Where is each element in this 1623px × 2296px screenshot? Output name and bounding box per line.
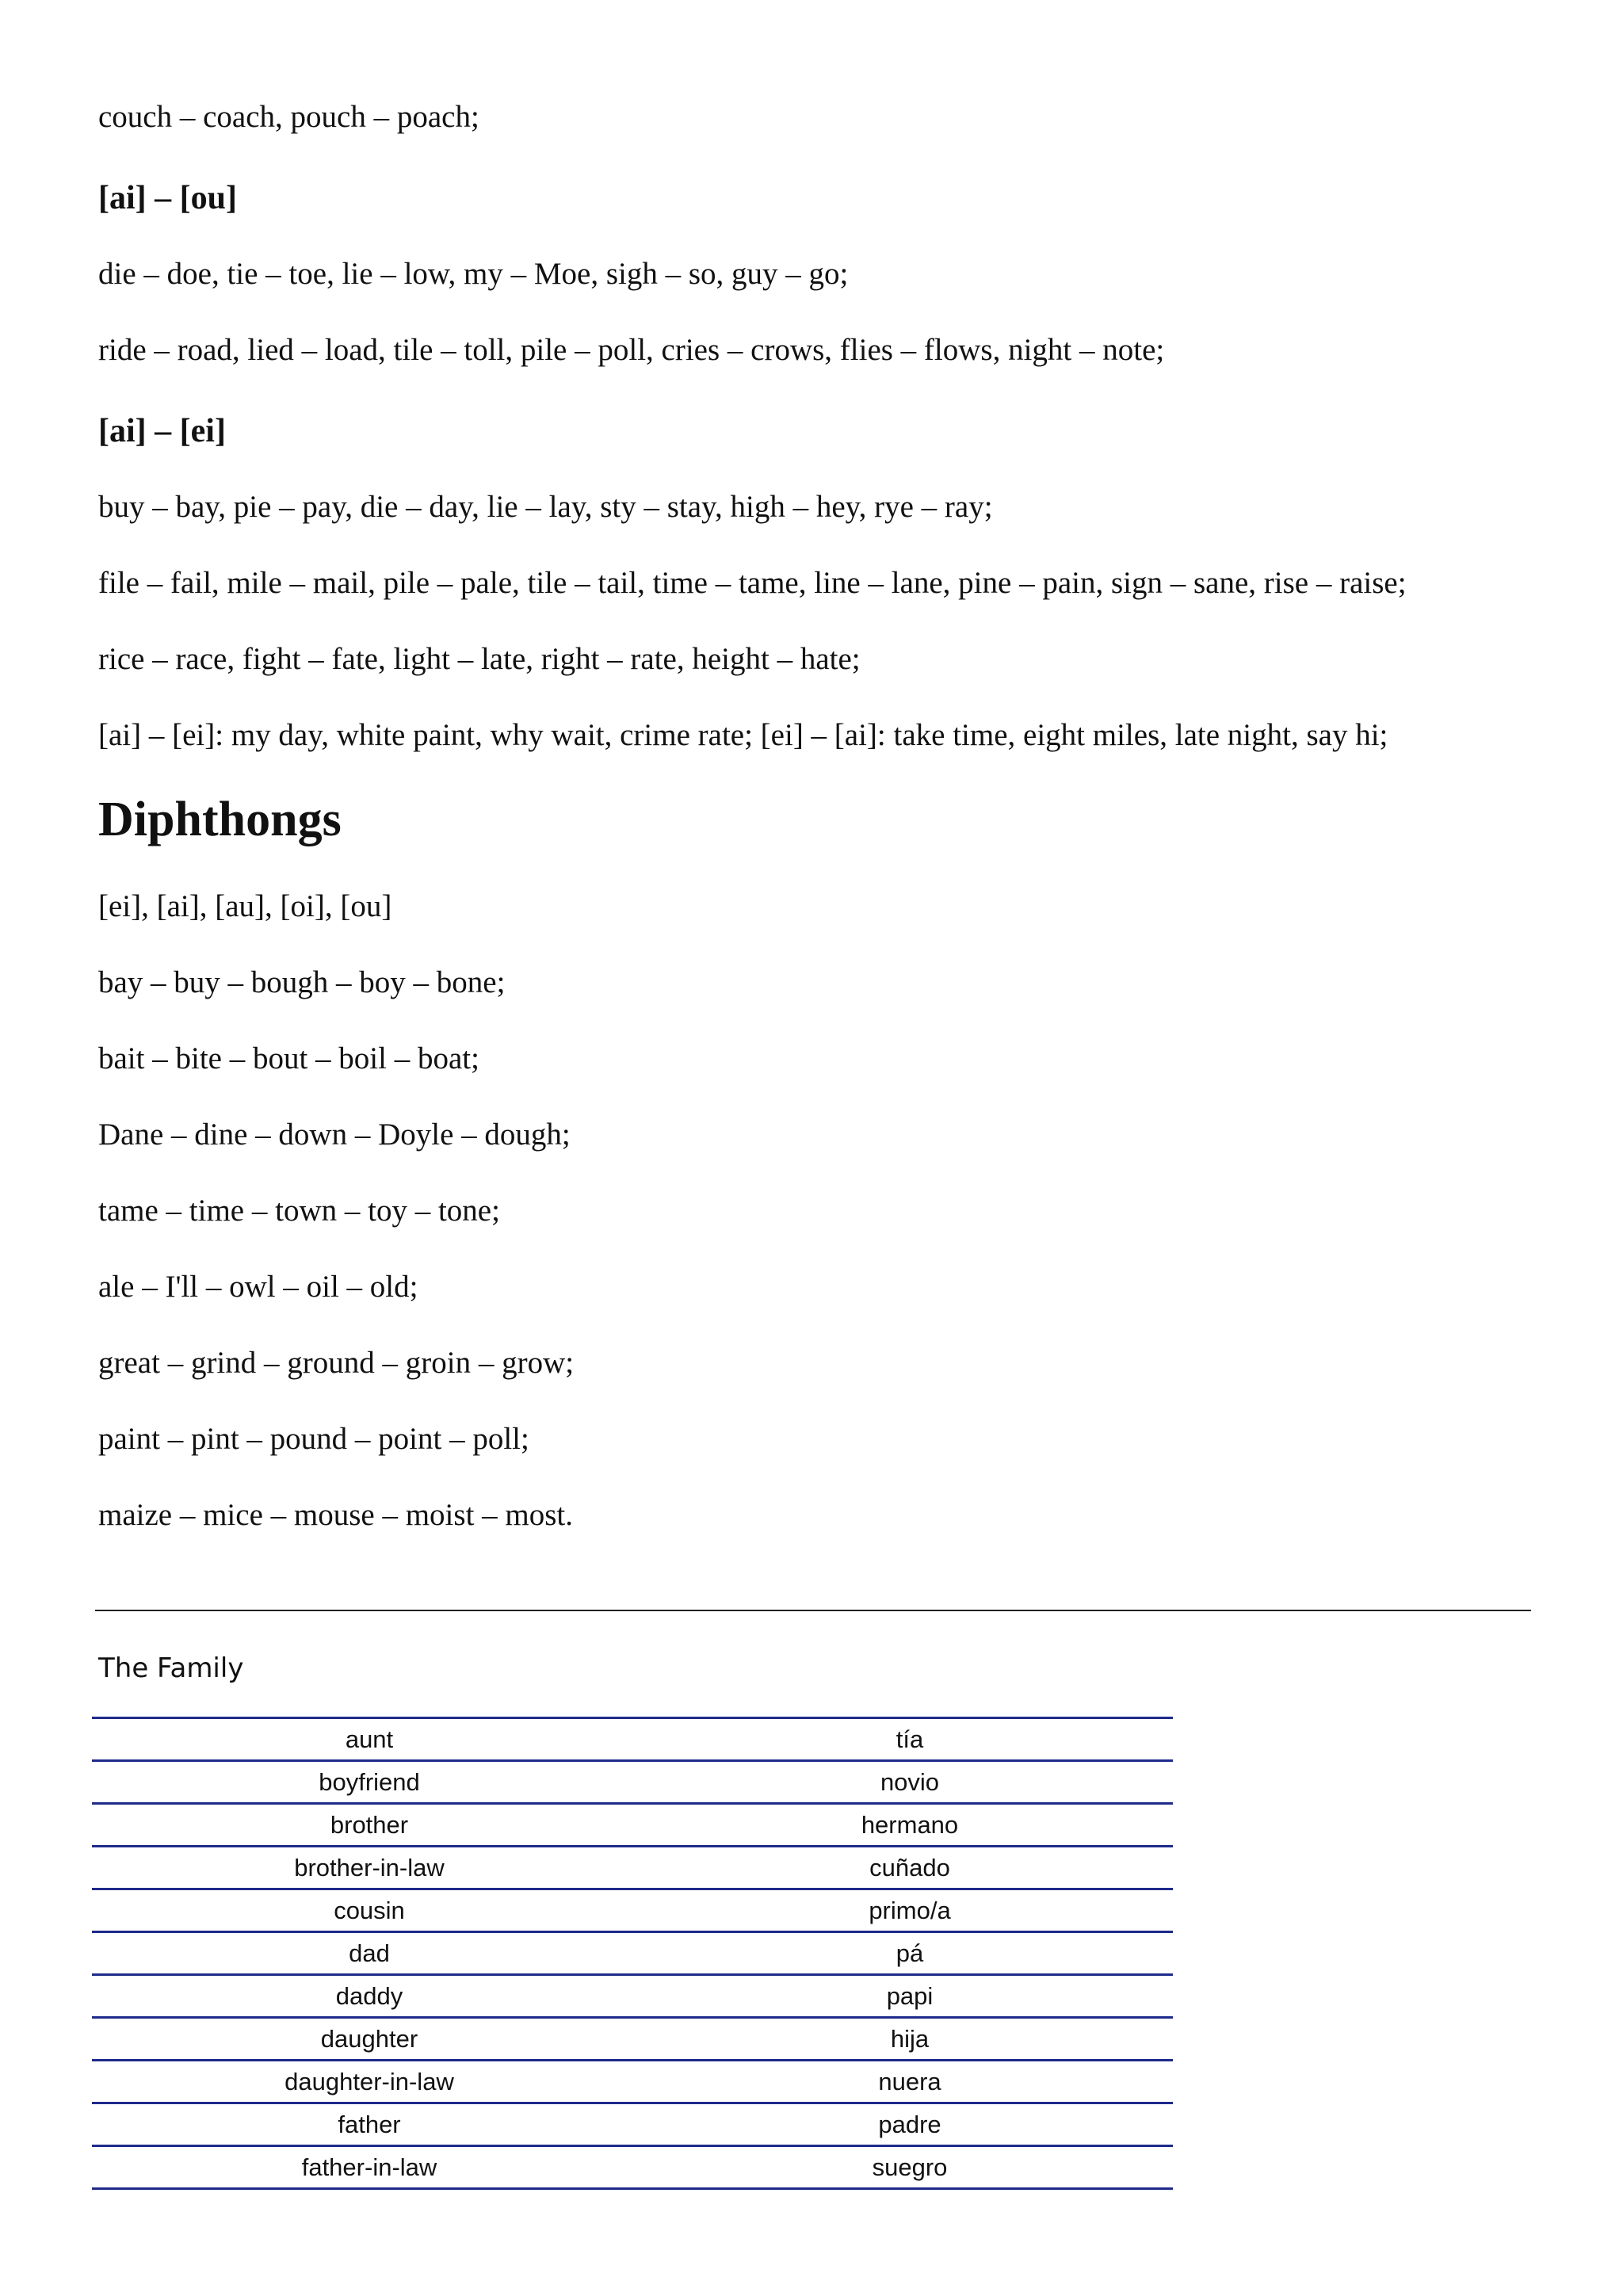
english-word: father-in-law <box>301 2153 437 2181</box>
spanish-word: hija <box>890 2024 930 2053</box>
diphthongs-heading: Diphthongs <box>98 793 342 846</box>
english-word: daughter <box>320 2024 418 2053</box>
diphthong-row: paint – pint – pound – point – poll; <box>98 1422 529 1456</box>
spanish-word: primo/a <box>869 1896 951 1924</box>
table-row <box>92 1933 1173 1976</box>
practice-line-file: file – fail, mile – mail, pile – pale, tile – tail, time – tame, line – lane, pine – pain, sign – sane, rise – raise; <box>98 566 1407 600</box>
spanish-word: padre <box>878 2110 941 2138</box>
english-word: father <box>338 2110 401 2138</box>
diphthong-row: ale – I'll – owl – oil – old; <box>98 1270 418 1304</box>
table-row <box>92 1719 1173 1762</box>
table-row <box>92 1890 1173 1933</box>
spanish-word: pá <box>896 1939 924 1967</box>
diphthong-row: Dane – dine – down – Doyle – dough; <box>98 1117 571 1152</box>
section-heading-ai-ei: [ai] – [ei] <box>98 413 226 449</box>
spanish-word: suegro <box>872 2153 948 2181</box>
spanish-word: novio <box>880 1767 940 1796</box>
practice-line-buy: buy – bay, pie – pay, die – day, lie – lay, sty – stay, high – hey, rye – ray; <box>98 490 993 524</box>
diphthong-row: bay – buy – bough – boy – bone; <box>98 965 506 999</box>
practice-line-ride: ride – road, lied – load, tile – toll, pile – poll, cries – crows, flies – flows, night – note; <box>98 333 1165 367</box>
diphthong-symbols: [ei], [ai], [au], [oi], [ou] <box>98 889 392 923</box>
table-row <box>92 1976 1173 2019</box>
table-row <box>92 1762 1173 1805</box>
section-heading-ai-ou: [ai] – [ou] <box>98 180 237 216</box>
diphthong-row: tame – time – town – toy – tone; <box>98 1194 500 1228</box>
diphthong-row: bait – bite – bout – boil – boat; <box>98 1041 479 1075</box>
english-word: cousin <box>334 1896 405 1924</box>
practice-line-ai-ei-phrases: [ai] – [ei]: my day, white paint, why wait, crime rate; [ei] – [ai]: take time, eight miles, late night, say hi; <box>98 718 1388 752</box>
english-word: aunt <box>345 1725 394 1753</box>
diphthong-row: maize – mice – mouse – moist – most. <box>98 1498 573 1532</box>
spanish-word: tía <box>896 1725 924 1753</box>
table-row <box>92 2147 1173 2190</box>
spanish-word: nuera <box>878 2067 941 2095</box>
english-word: dad <box>349 1939 390 1967</box>
english-word: brother <box>330 1810 409 1839</box>
practice-line-rice: rice – race, fight – fate, light – late, right – rate, height – hate; <box>98 642 861 676</box>
table-row <box>92 2061 1173 2104</box>
spanish-word: hermano <box>861 1810 959 1839</box>
table-row <box>92 1805 1173 1847</box>
english-word: daddy <box>335 1981 403 2010</box>
english-word: brother-in-law <box>294 1853 445 1881</box>
practice-line-couch: couch – coach, pouch – poach; <box>98 100 479 134</box>
english-word: daughter-in-law <box>285 2067 454 2095</box>
table-row <box>92 2019 1173 2061</box>
english-word: boyfriend <box>319 1767 420 1796</box>
practice-line-die: die – doe, tie – toe, lie – low, my – Moe, sigh – so, guy – go; <box>98 257 849 291</box>
table-row <box>92 2104 1173 2147</box>
family-table-title: The Family <box>98 1652 244 1684</box>
family-vocabulary-table <box>92 1717 1173 2190</box>
spanish-word: cuñado <box>869 1853 950 1881</box>
section-divider <box>95 1610 1531 1611</box>
spanish-word: papi <box>886 1981 934 2010</box>
diphthong-row: great – grind – ground – groin – grow; <box>98 1346 575 1380</box>
table-row <box>92 1847 1173 1890</box>
